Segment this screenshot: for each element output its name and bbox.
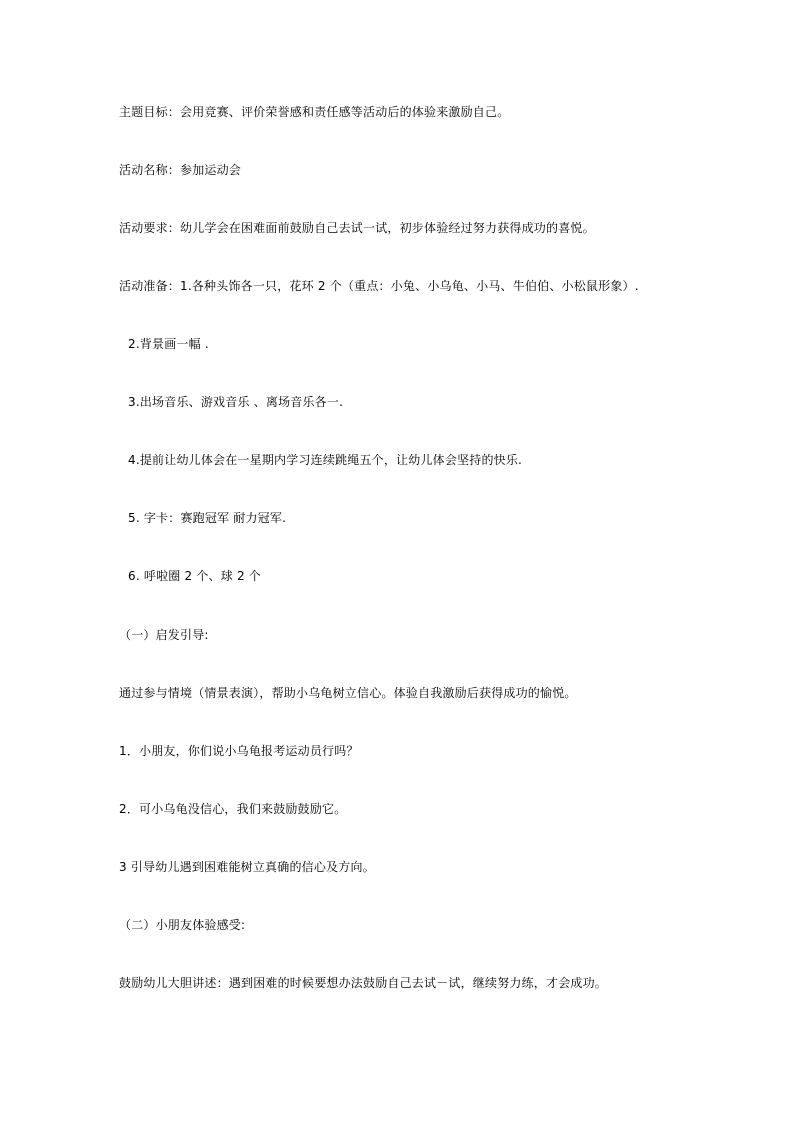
guidance-item-1: 1．小朋友，你们说小乌龟报考运动员行吗？ (119, 744, 359, 758)
activity-name-line: 活动名称：参加运动会 (119, 163, 242, 177)
preparation-item-2: 2.背景画一幅 . (128, 337, 209, 351)
guidance-item-2: 2．可小乌龟没信心，我们来鼓励鼓励它。 (119, 802, 347, 816)
guidance-item-3: 3 引导幼儿遇到困难能树立真确的信心及方向。 (119, 860, 375, 874)
theme-goal-line: 主题目标：会用竞赛、评价荣誉感和责任感等活动后的体验来激励自己。 (119, 105, 510, 119)
preparation-item-5: 5. 字卡：赛跑冠军 耐力冠军. (128, 511, 287, 525)
preparation-item-3: 3.出场音乐、游戏音乐 、离场音乐各一. (128, 395, 344, 409)
section-heading-guidance: （一）启发引导: (119, 628, 209, 642)
experience-paragraph: 鼓励幼儿大胆讲述：遇到困难的时候要想办法鼓励自己去试－试，继续努力练，才会成功。 (119, 976, 608, 990)
activity-preparation-line: 活动准备：1.各种头饰各一只，花环 2 个（重点：小兔、小乌龟、小马、牛伯伯、小松鼠形象）. (119, 279, 639, 293)
activity-requirement-line: 活动要求：幼儿学会在困难面前鼓励自己去试一试，初步体验经过努力获得成功的喜悦。 (119, 221, 595, 235)
guidance-paragraph: 通过参与情境（情景表演），帮助小乌龟树立信心。体验自我激励后获得成功的愉悦。 (119, 686, 577, 700)
preparation-item-6: 6. 呼啦圈 2 个、球 2 个 (128, 569, 261, 583)
section-heading-experience: （二）小朋友体验感受: (119, 918, 246, 932)
preparation-item-4: 4.提前让幼儿体会在一星期内学习连续跳绳五个，让幼儿体会坚持的快乐. (128, 453, 523, 467)
